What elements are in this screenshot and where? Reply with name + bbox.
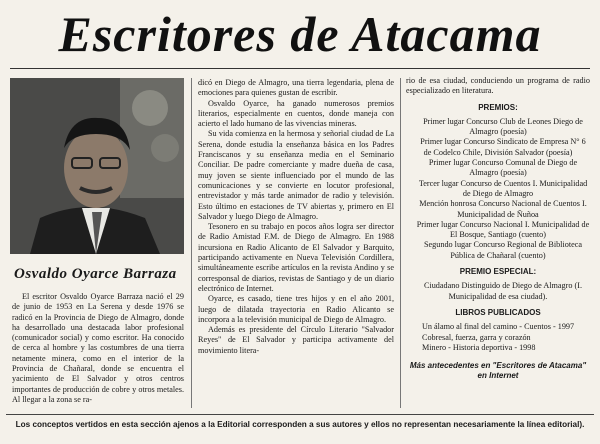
more-info-note: Más antecedentes en "Escritores de Atacama" en Internet [409, 361, 587, 381]
paragraph: Osvaldo Oyarce, ha ganado numerosos premios literarios, especialmente en cuentos, donde maneja con acierto el lado humano de las vivencias mineras. [198, 98, 394, 129]
column-1 [12, 292, 184, 405]
portrait-image [10, 78, 184, 254]
paragraph: rio de esa ciudad, conduciendo un programa de radio especializado en literatura. [406, 76, 590, 96]
libros-heading: LIBROS PUBLICADOS [455, 307, 541, 317]
bottom-rule [6, 414, 594, 415]
premio-especial-heading: PREMIO ESPECIAL: [459, 267, 537, 277]
special-prize: Ciudadano Distinguido de Diego de Almagro (I. Municipalidad de esa ciudad). [423, 281, 583, 301]
prize-item: Primer lugar Concurso Nacional I. Municipalidad de El Bosque, Santiago (cuento) [416, 219, 590, 240]
author-name: Osvaldo Oyarce Barraza [14, 266, 177, 282]
column-divider [400, 78, 401, 408]
column-divider [191, 78, 192, 408]
prize-item: Primer lugar Concurso Sindicato de Empresa N° 6 de Codelco Chile, División Salvador (poesía) [420, 137, 586, 157]
author-photo [10, 78, 184, 254]
prize-item: Mención honrosa Concurso Nacional de Cuentos I. Municipalidad de Ñuñoa [419, 199, 587, 219]
prize-item: Segundo lugar Concurso Regional de Biblioteca Pública de Chañaral (cuento) [423, 240, 583, 260]
paragraph: Además es presidente del Círculo Literario "Salvador Reyes" de El Salvador y participa activamente del movimiento litera- [198, 325, 394, 355]
paragraph: El escritor Osvaldo Oyarce Barraza nació el 29 de junio de 1953 en La Serena y desde 1976 se radicó en la Provincia de Diego de Almagro, donde ha desarrollado una destacada labor profesional (comunicador social) y como escritor. Ha conocido de cerca al hombre y las costumbres de una tierra netamente minera, como en el interior de la Provincia de Chañaral, donde se encuentra el yacimiento de El Salvador y otros centros importantes de producción de cobre y otros metales. Al llegar a la zona se ra- [12, 292, 184, 404]
column-2 [198, 78, 394, 356]
paragraph: dicó en Diego de Almagro, una tierra legendaria, plena de emociones para quienes gustan de escribir. [198, 78, 394, 98]
top-rule [10, 68, 590, 69]
article-title: Escritores de Atacama [58, 6, 542, 62]
book-item: Cobresal, fuerza, garra y corazón [422, 332, 531, 342]
prize-item: Primer lugar Concurso Club de Leones Diego de Almagro (poesía) [423, 116, 583, 137]
premios-heading: PREMIOS: [478, 102, 518, 112]
column-3 [406, 76, 590, 381]
prize-item: Primer lugar Concurso Comunal de Diego de Almagro (poesía) [428, 158, 578, 178]
prize-item: Tercer lugar Concurso de Cuentos I. Municipalidad de Diego de Almagro [418, 178, 588, 198]
editorial-disclaimer: Los conceptos vertidos en esta sección ajenos a la Editorial corresponden a sus autores y ellos no representan necesariamente la línea editorial). [15, 420, 585, 429]
book-item: Minero - Historia deportiva - 1998 [422, 342, 536, 352]
paragraph: Su vida comienza en la hermosa y señorial ciudad de La Serena, donde estudia la enseñanza básica en los Padres Franciscanos y su enseñanza media en el Seminario Conciliar. De padre comerciante y madre dueña de casa, muy joven se siente influenciado por el mundo de las comunicaciones y se convierte en locutor profesional, entrevistador y más tarde animador de radio y televisión. Esto último en estaciones de TV abiertas y, primero en El Salvador y luego Diego de Almagro. [198, 129, 394, 221]
paragraph: Oyarce, es casado, tiene tres hijos y en el año 2001, luego de dilatada trayectoria en Radio Alicanto se incorpora a la televisión municipal de Diego de Almagro. [198, 294, 394, 324]
book-item: Un álamo al final del camino - Cuentos - 1997 [422, 322, 575, 332]
paragraph: Tesonero en su trabajo en pocos años logra ser director de Radio Amistad F.M. de Diego de Almagro. En 1988 incursiona en Radio Alicanto de El Salvador y Barquito, participando activamente en Nueva Televisión Cordillera, simultáneamente escribe artículos en la revista Andino y se corresponsal de diarios, revistas de Santiago y de un diario electrónico de Internet. [198, 222, 394, 293]
